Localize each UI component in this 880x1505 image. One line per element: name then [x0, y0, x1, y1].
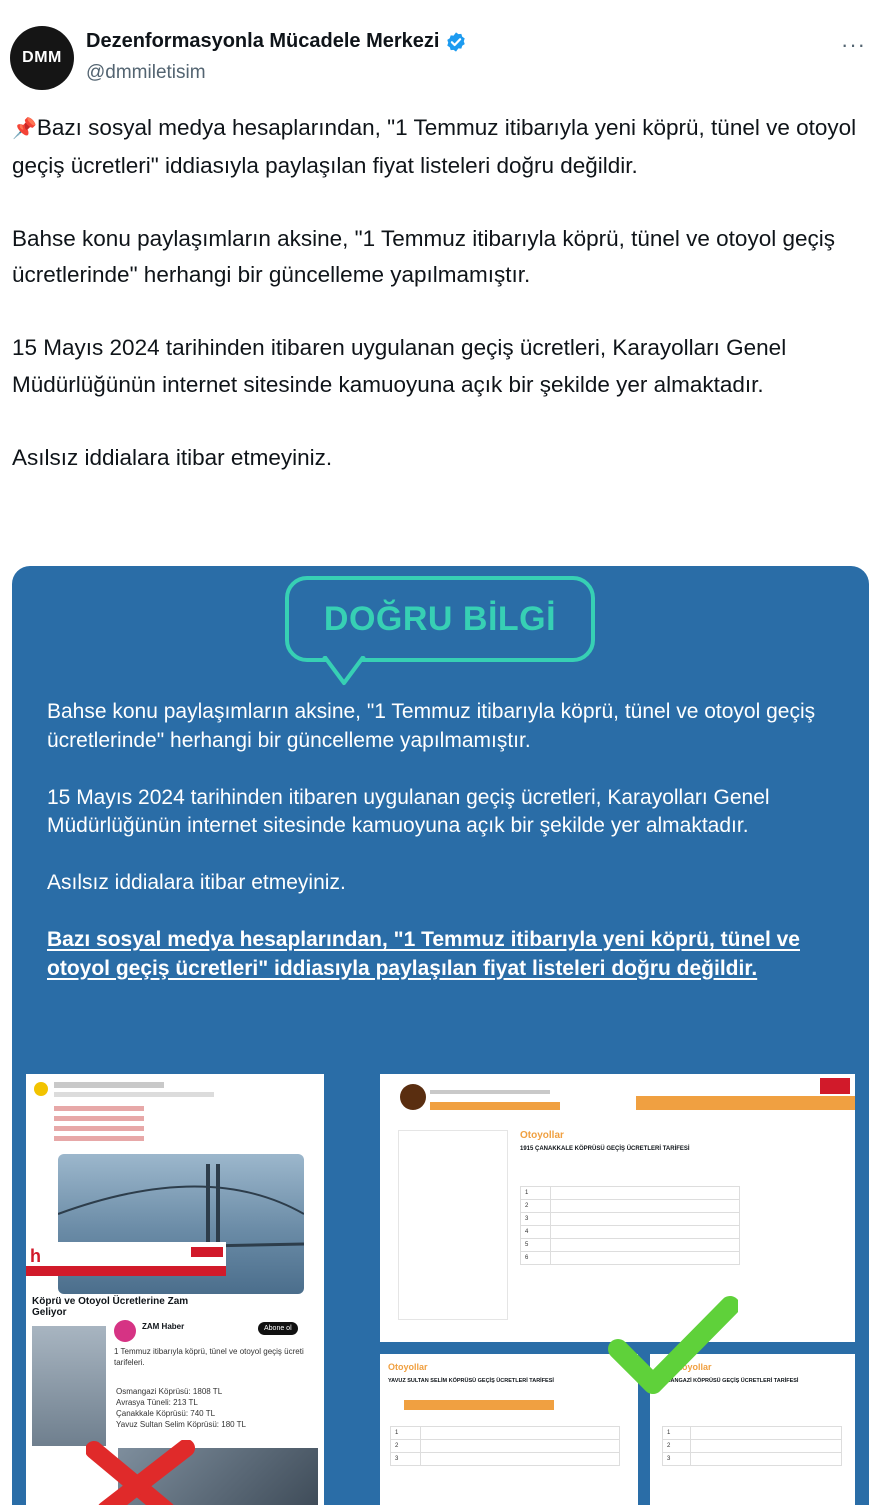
news-header	[26, 1242, 226, 1266]
post-line	[54, 1082, 164, 1088]
price-cell	[551, 1200, 740, 1213]
tweet-paragraph-1-text: Bazı sosyal medya hesaplarından, "1 Temmuz itibarıyla yeni köprü, tünel ve otoyol geçiş ücretleri" iddiasıyla paylaşılan fiyat listeleri doğru değildir.	[12, 115, 857, 178]
media-paragraph-2: 15 Mayıs 2024 tarihinden itibaren uygulanan geçiş ücretleri, Karayolları Genel Müdürlüğünün internet sitesinde kamuoyuna açık bir şekilde yer almaktadır.	[47, 785, 770, 837]
media-text	[47, 698, 847, 1012]
tweet-paragraph-4: Asılsız iddialara itibar etmeyiniz.	[12, 444, 333, 470]
class-cell: 1	[521, 1187, 551, 1200]
post-line	[54, 1092, 214, 1097]
pushpin-icon: 📌	[12, 118, 37, 140]
post-text: 1 Temmuz itibarıyla köprü, tünel ve otoyol geçiş ücreti tarifeleri.	[114, 1347, 304, 1367]
news-headline: Köprü ve Otoyol Ücretlerine Zam Geliyor	[32, 1296, 189, 1318]
yss-tariff-title: YAVUZ SULTAN SELİM KÖPRÜSÜ GEÇİŞ ÜCRETLERİ TARİFESİ	[388, 1378, 554, 1384]
flag-icon	[820, 1078, 850, 1094]
yss-table	[390, 1426, 620, 1466]
class-cell: 4	[521, 1226, 551, 1239]
price-cell	[691, 1440, 842, 1453]
sidebar-menu	[398, 1130, 508, 1320]
class-cell: 2	[391, 1440, 421, 1453]
post-line	[54, 1116, 144, 1121]
price-item: Yavuz Sultan Selim Köprüsü: 180 TL	[116, 1420, 246, 1429]
price-cell	[551, 1252, 740, 1265]
badge-title: DOĞRU BİLGİ	[323, 600, 557, 638]
class-cell: 2	[521, 1200, 551, 1213]
class-cell: 5	[521, 1239, 551, 1252]
tweet-text	[12, 110, 862, 476]
class-cell: 3	[391, 1453, 421, 1466]
post-line	[54, 1136, 144, 1141]
class-cell: 1	[663, 1427, 691, 1440]
tweet-paragraph-3: 15 Mayıs 2024 tarihinden itibaren uygulanan geçiş ücretleri, Karayolları Genel Müdürlüğünün internet sitesinde kamuoyuna açık bir şekilde yer almaktadır.	[12, 335, 787, 397]
author-avatar	[114, 1320, 136, 1342]
class-cell: 1	[391, 1427, 421, 1440]
display-name[interactable]: Dezenformasyonla Mücadele Merkezi	[86, 30, 440, 52]
class-cell: 3	[663, 1453, 691, 1466]
price-cell	[691, 1453, 842, 1466]
media-emphasis: Bazı sosyal medya hesaplarından, "1 Temmuz itibarıyla yeni köprü, tünel ve otoyol geçiş ücretleri" iddiasıyla paylaşılan fiyat listeleri doğru değildir.	[47, 928, 800, 980]
osmangazi-table	[662, 1426, 842, 1466]
follow-button: Abone ol	[258, 1322, 298, 1335]
post-author: ZAM Haber	[142, 1322, 185, 1331]
tariff-table	[520, 1186, 740, 1265]
price-item: Avrasya Tüneli: 213 TL	[116, 1398, 198, 1407]
osmangazi-section-title: Otoyollar	[672, 1362, 712, 1372]
speech-bubble-tail-icon	[322, 656, 366, 686]
tariff-title: 1915 ÇANAKKALE KÖPRÜSÜ GEÇİŞ ÜCRETLERİ TARİFESİ	[520, 1146, 690, 1152]
price-cell	[421, 1427, 620, 1440]
class-cell: 3	[521, 1213, 551, 1226]
verified-badge-icon	[445, 31, 467, 53]
avatar-logo: DMM	[22, 49, 62, 66]
price-cell	[691, 1427, 842, 1440]
post-line	[54, 1106, 144, 1111]
post-line	[54, 1126, 144, 1131]
news-nav-bar	[26, 1266, 226, 1276]
section-title: Otoyollar	[520, 1130, 564, 1141]
green-check-icon	[608, 1294, 738, 1394]
price-list	[116, 1386, 246, 1430]
handle[interactable]: @dmmiletisim	[86, 62, 206, 83]
price-cell	[551, 1187, 740, 1200]
price-cell	[551, 1213, 740, 1226]
media-paragraph-3: Asılsız iddialara itibar etmeyiniz.	[47, 871, 346, 894]
red-cross-icon	[86, 1440, 206, 1505]
price-item: Çanakkale Köprüsü: 740 TL	[116, 1409, 216, 1418]
tweet-paragraph-2: Bahse konu paylaşımların aksine, "1 Temmuz itibarıyla köprü, tünel ve otoyol geçiş ücretlerinde" herhangi bir güncelleme yapılmamıştır.	[12, 225, 835, 287]
kgm-nav-bar	[636, 1096, 855, 1110]
yss-highlight-bar	[404, 1400, 554, 1410]
price-cell	[421, 1453, 620, 1466]
price-cell	[551, 1239, 740, 1252]
whatsapp-avatar	[34, 1082, 48, 1096]
social-buttons	[191, 1247, 223, 1257]
price-cell	[551, 1226, 740, 1239]
tweet-paragraph-1	[12, 110, 862, 184]
price-item: Osmangazi Köprüsü: 1808 TL	[116, 1387, 223, 1396]
tweet-media-image[interactable]	[12, 566, 869, 1505]
class-cell: 6	[521, 1252, 551, 1265]
yss-section-title: Otoyollar	[388, 1362, 428, 1372]
avatar[interactable]	[10, 26, 74, 90]
speech-bubble-badge	[285, 576, 595, 662]
tweet-header	[10, 26, 870, 90]
kgm-subtitle-bar	[430, 1102, 560, 1110]
price-cell	[421, 1440, 620, 1453]
more-options-icon[interactable]: ···	[841, 32, 866, 57]
kgm-title-line	[430, 1090, 550, 1094]
false-claim-screenshot	[26, 1074, 324, 1505]
name-row	[86, 30, 467, 53]
official-tariff-screenshot	[380, 1074, 855, 1505]
class-cell: 2	[663, 1440, 691, 1453]
media-paragraph-1: Bahse konu paylaşımların aksine, "1 Temmuz itibarıyla köprü, tünel ve otoyol geçiş ücretlerinde" herhangi bir güncelleme yapılmamıştır.	[47, 700, 816, 752]
osmangazi-tariff-title: OSMANGAZİ KÖPRÜSÜ GEÇİŞ ÜCRETLERİ TARİFESİ	[658, 1378, 799, 1384]
news-photo	[32, 1326, 106, 1446]
news-logo: h	[30, 1246, 41, 1266]
kgm-logo	[400, 1084, 426, 1110]
